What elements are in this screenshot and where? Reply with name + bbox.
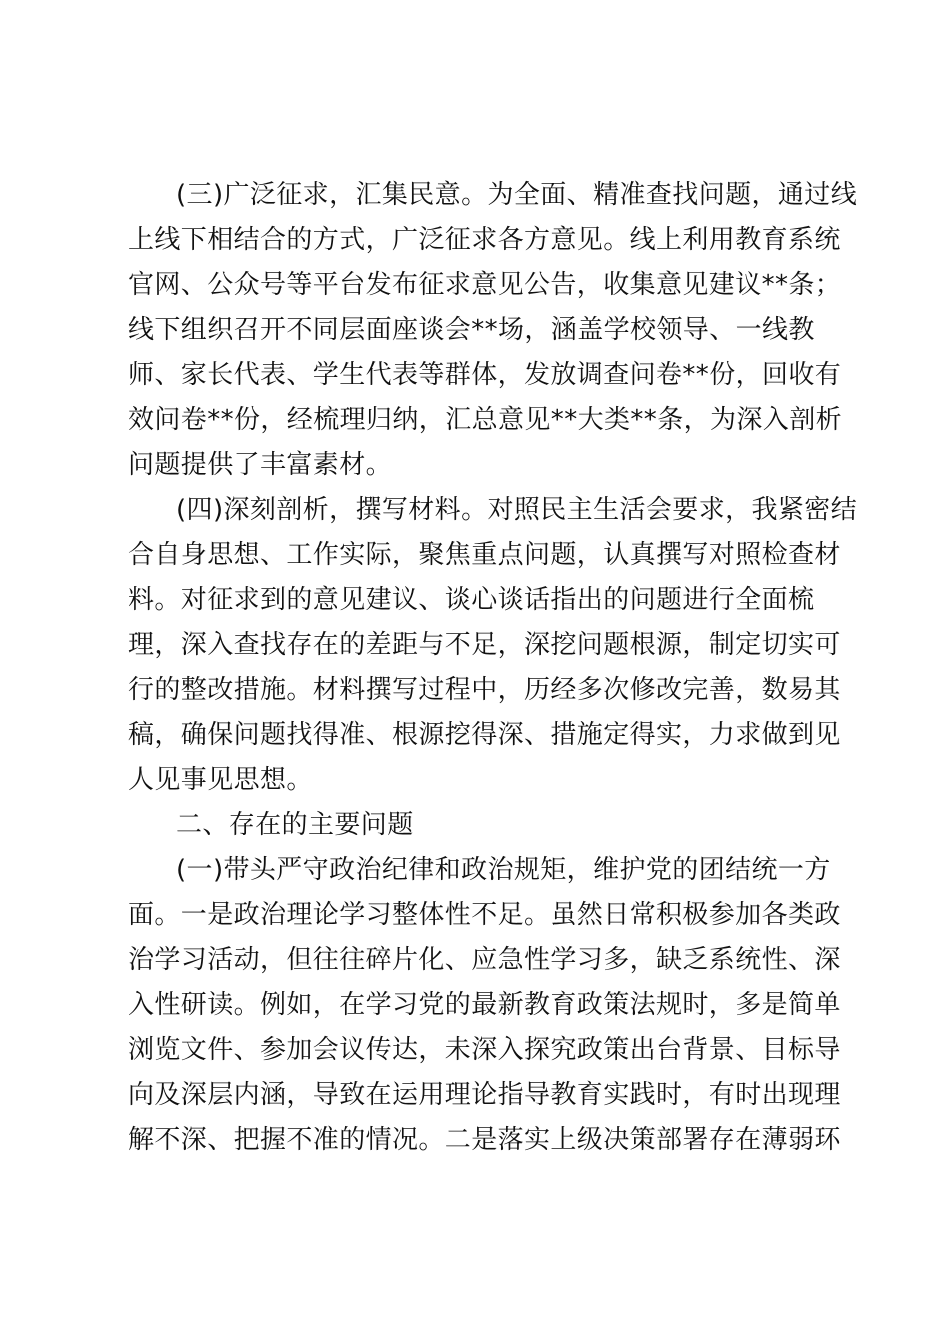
- paragraph-4-line-1: (四)深刻剖析，撰写材料。对照民主生活会要求，我紧密结: [176, 495, 858, 525]
- paragraph-3-line-1: (三)广泛征求，汇集民意。为全面、精准查找问题，通过线: [176, 180, 858, 210]
- paragraph-problem-1-line-1: (一)带头严守政治纪律和政治规矩，维护党的团结统一方: [176, 855, 831, 885]
- paragraph-3-line-3: 官网、公众号等平台发布征求意见公告，收集意见建议**条；: [128, 270, 842, 300]
- paragraph-3-line-4: 线下组织召开不同层面座谈会**场，涵盖学校领导、一线教: [128, 315, 815, 345]
- paragraph-problem-1-line-3: 治学习活动，但往往碎片化、应急性学习多，缺乏系统性、深: [128, 945, 841, 975]
- paragraph-problem-1-line-6: 向及深层内涵，导致在运用理论指导教育实践时，有时出现理: [128, 1080, 841, 1110]
- section-heading: 二、存在的主要问题: [176, 810, 414, 840]
- paragraph-4-line-4: 理，深入查找存在的差距与不足，深挖问题根源，制定切实可: [128, 630, 841, 660]
- paragraph-problem-1-line-2: 面。一是政治理论学习整体性不足。虽然日常积极参加各类政: [128, 900, 841, 930]
- paragraph-3-line-7: 问题提供了丰富素材。: [128, 450, 393, 480]
- paragraph-4-line-7: 人见事见思想。: [128, 765, 313, 795]
- paragraph-3-line-6: 效问卷**份，经梳理归纳，汇总意见**大类**条，为深入剖析: [128, 405, 843, 435]
- paragraph-4-line-5: 行的整改措施。材料撰写过程中，历经多次修改完善，数易其: [128, 675, 841, 705]
- paragraph-problem-1-line-4: 入性研读。例如，在学习党的最新教育政策法规时，多是简单: [128, 990, 841, 1020]
- paragraph-problem-1-line-5: 浏览文件、参加会议传达，未深入探究政策出台背景、目标导: [128, 1035, 841, 1065]
- paragraph-4-line-6: 稿，确保问题找得准、根源挖得深、措施定得实，力求做到见: [128, 720, 841, 750]
- paragraph-3-line-2: 上线下相结合的方式，广泛征求各方意见。线上利用教育系统: [128, 225, 841, 255]
- paragraph-4-line-2: 合自身思想、工作实际，聚焦重点问题，认真撰写对照检查材: [128, 540, 841, 570]
- paragraph-3-line-5: 师、家长代表、学生代表等群体，发放调查问卷**份，回收有: [128, 360, 842, 390]
- paragraph-problem-1-line-7: 解不深、把握不准的情况。二是落实上级决策部署存在薄弱环: [128, 1125, 841, 1155]
- paragraph-4-line-3: 料。对征求到的意见建议、谈心谈话指出的问题进行全面梳: [128, 585, 815, 615]
